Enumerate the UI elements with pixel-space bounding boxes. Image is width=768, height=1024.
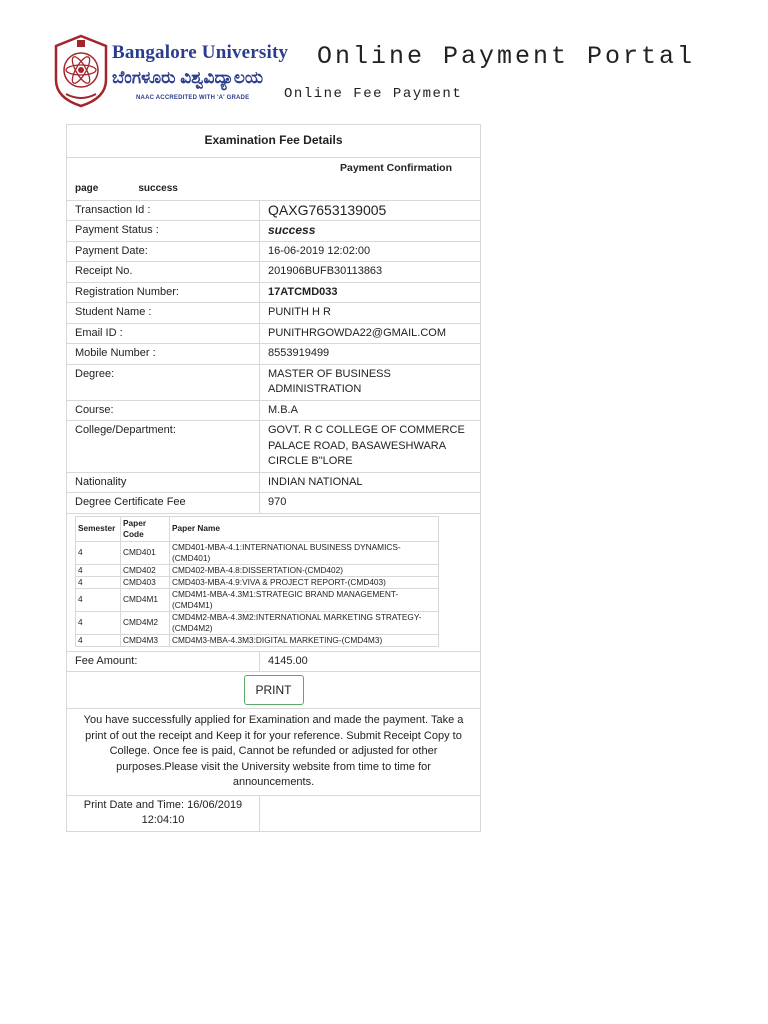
paper-row (76, 611, 439, 634)
field-label: Payment Status : (67, 221, 260, 242)
paper-row (76, 588, 439, 611)
field-label: Degree Certificate Fee (67, 493, 260, 514)
paper-code: CMD4M1 (121, 588, 170, 611)
university-name-kannada: ಬೆಂಗಳೂರು ವಿಶ್ವವಿದ್ಯಾಲಯ (112, 68, 264, 87)
paper-row (76, 576, 439, 588)
confirmation-cell (67, 157, 481, 200)
degree-certificate-fee-row (67, 493, 481, 514)
course-value: M.B.A (260, 400, 481, 421)
field-label: Receipt No. (67, 262, 260, 283)
page-status: success (138, 183, 178, 194)
course-row (67, 400, 481, 421)
student-name-row (67, 303, 481, 324)
success-note: You have successfully applied for Examination and made the payment. Take a print of out the receipt and Keep it for your reference. Submit Receipt Copy to College. Once fee is paid, Cannot be refunded or adjusted for other purposes.Please visit the University website from time to time for announcements. (67, 709, 481, 796)
transaction-id-value: QAXG7653139005 (260, 200, 481, 221)
registration-number-value: 17ATCMD033 (260, 282, 481, 303)
university-seal-icon (50, 32, 112, 108)
email-row (67, 323, 481, 344)
paper-code: CMD401 (121, 541, 170, 564)
paper-semester: 4 (76, 576, 121, 588)
fee-amount-value: 4145.00 (260, 651, 481, 672)
receipt-no-value: 201906BUFB30113863 (260, 262, 481, 283)
paper-row (76, 564, 439, 576)
degree-row (67, 364, 481, 400)
paper-semester: 4 (76, 541, 121, 564)
paper-row (76, 634, 439, 646)
paper-name: CMD402-MBA-4.8:DISSERTATION-(CMD402) (170, 564, 439, 576)
nationality-value: INDIAN NATIONAL (260, 472, 481, 493)
print-datetime: Print Date and Time: 16/06/2019 12:04:10 (67, 795, 260, 831)
field-label: Degree: (67, 364, 260, 400)
field-label: Student Name : (67, 303, 260, 324)
papers-cell (67, 513, 481, 651)
page-status-line (75, 181, 472, 197)
print-button[interactable]: PRINT (244, 675, 304, 705)
transaction-id-row (67, 200, 481, 221)
email-value: PUNITHRGOWDA22@GMAIL.COM (260, 323, 481, 344)
payment-date-row (67, 241, 481, 262)
papers-header-code: Paper Code (121, 516, 170, 541)
paper-semester: 4 (76, 588, 121, 611)
paper-code: CMD403 (121, 576, 170, 588)
paper-code: CMD4M3 (121, 634, 170, 646)
university-logo (50, 32, 289, 110)
field-label: Course: (67, 400, 260, 421)
page-label: page (75, 183, 99, 194)
payment-date-value: 16-06-2019 12:02:00 (260, 241, 481, 262)
empty-cell (260, 795, 481, 831)
university-name: Bangalore University (112, 42, 289, 63)
section-title: Examination Fee Details (67, 125, 481, 158)
portal-title: Online Payment Portal (317, 42, 696, 71)
paper-semester: 4 (76, 564, 121, 576)
paper-row (76, 541, 439, 564)
field-label: Payment Date: (67, 241, 260, 262)
mobile-row (67, 344, 481, 365)
registration-number-row (67, 282, 481, 303)
paper-name: CMD4M1-MBA-4.3M1:STRATEGIC BRAND MANAGEMENT-(CMD4M1) (170, 588, 439, 611)
portal-subtitle: Online Fee Payment (284, 86, 463, 102)
payment-status-row (67, 221, 481, 242)
paper-code: CMD402 (121, 564, 170, 576)
print-cell (67, 672, 481, 709)
college-value: GOVT. R C COLLEGE OF COMMERCE PALACE ROAD, BASAWESHWARA CIRCLE B"LORE (260, 421, 481, 473)
fee-amount-row (67, 651, 481, 672)
paper-name: CMD4M2-MBA-4.3M2:INTERNATIONAL MARKETING STRATEGY-(CMD4M2) (170, 611, 439, 634)
field-label: Fee Amount: (67, 651, 260, 672)
field-label: Email ID : (67, 323, 260, 344)
paper-code: CMD4M2 (121, 611, 170, 634)
paper-name: CMD401-MBA-4.1:INTERNATIONAL BUSINESS DYNAMICS-(CMD401) (170, 541, 439, 564)
papers-table (75, 516, 439, 647)
field-label: Transaction Id : (67, 200, 260, 221)
field-label: College/Department: (67, 421, 260, 473)
degree-value: MASTER OF BUSINESS ADMINISTRATION (260, 364, 481, 400)
papers-header-name: Paper Name (170, 516, 439, 541)
paper-name: CMD403-MBA-4.9:VIVA & PROJECT REPORT-(CMD403) (170, 576, 439, 588)
college-row (67, 421, 481, 473)
paper-semester: 4 (76, 634, 121, 646)
paper-semester: 4 (76, 611, 121, 634)
payment-status-value: success (260, 221, 481, 242)
mobile-value: 8553919499 (260, 344, 481, 365)
receipt-no-row (67, 262, 481, 283)
student-name-value: PUNITH H R (260, 303, 481, 324)
naac-accreditation: NAAC ACCREDITED WITH 'A' GRADE (136, 95, 250, 101)
paper-name: CMD4M3-MBA-4.3M3:DIGITAL MARKETING-(CMD4M3) (170, 634, 439, 646)
degree-certificate-fee-value: 970 (260, 493, 481, 514)
nationality-row (67, 472, 481, 493)
field-label: Nationality (67, 472, 260, 493)
papers-header-semester: Semester (76, 516, 121, 541)
confirmation-title: Payment Confirmation (339, 161, 452, 174)
fee-receipt-table (66, 124, 481, 832)
field-label: Mobile Number : (67, 344, 260, 365)
field-label: Registration Number: (67, 282, 260, 303)
